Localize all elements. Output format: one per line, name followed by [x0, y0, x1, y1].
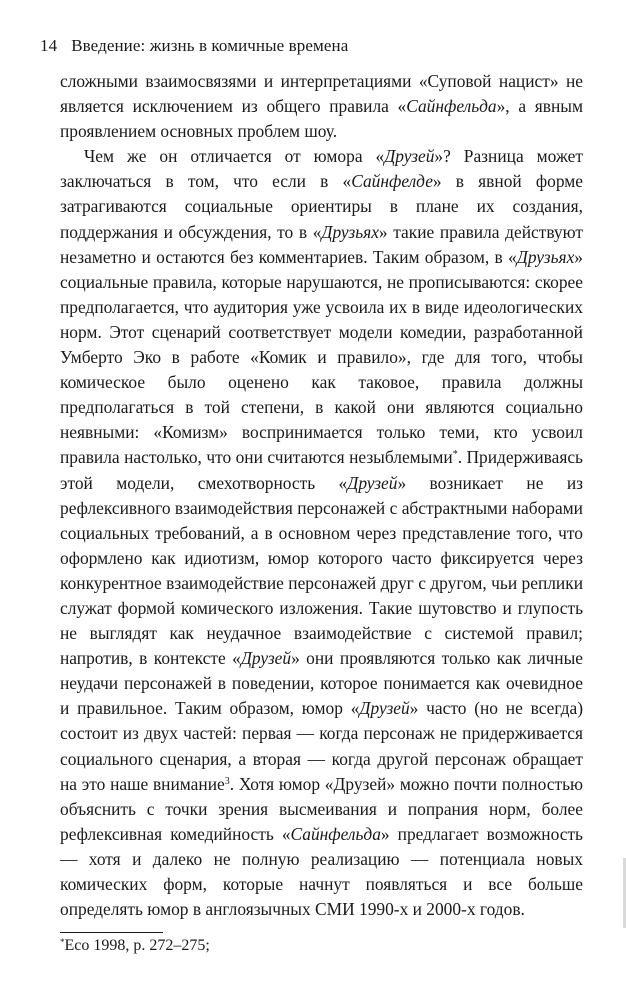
footnote-reference: 3	[224, 775, 230, 787]
paragraph	[60, 144, 583, 922]
text-run: » социальные правила, которые нарушаются, не прописываются: скорее предполагается, что аудитория уже усвоила их в виде идеологических норм. Этот сценарий соответствует модели комедии, разработанной Умберто Эко в работе «Комик и правило», где для того, чтобы комическое было оценено как таковое, правила должны предполагаться в той степени, в какой они являются социально неявными: «Комизм» воспринимается только теми, кто усвоил правила настолько, что они считаются незыблемыми	[60, 246, 583, 468]
italic-title: Друзей	[240, 648, 292, 669]
italic-title: Друзьях	[321, 221, 379, 242]
italic-title: Сайнфельда	[406, 96, 497, 117]
running-title: Введение: жизнь в комичные времена	[71, 36, 349, 55]
text-run: », а явным проявлением основных проблем шоу.	[60, 96, 583, 142]
text-run: » предлагает возможность — хотя и далеко не полную реализацию — потенциала новых комических форм, которые начнут появляться и все больше определять юмор в англоязычных СМИ 1990-х и 2000-х годов.	[60, 823, 583, 920]
italic-title: Друзей	[359, 698, 410, 719]
footnote-divider	[60, 932, 163, 933]
text-run: . Придерживаясь этой модели, смехотворность «	[60, 447, 583, 493]
text-run: » такие правила действуют незаметно и остаются без комментариев. Таким образом, в «	[60, 221, 583, 267]
footnote	[60, 936, 560, 956]
italic-title: Друзей	[384, 146, 435, 167]
italic-title: Сайнфелде	[351, 171, 433, 192]
text-run: »? Разница может заключаться в том, что если в «	[60, 146, 583, 192]
page-number: 14	[40, 36, 58, 55]
footnote-marker: *	[60, 937, 65, 947]
text-run: » они проявляются только как личные неудачи персонажей в поведении, которое понимается как очевидное и правильное. Таким образом, юмор «	[60, 648, 583, 719]
text-run: » часто (но не всегда) состоит из двух частей: первая — когда персонаж не придерживается социального сценария, а вторая — когда другой персонаж обращает на это наше внимание	[60, 698, 583, 794]
body-text	[60, 69, 583, 922]
italic-title: Друзьях	[516, 246, 575, 267]
text-run: » в явной форме затрагиваются социальные ориентиры в плане их создания, поддержания и обсуждения, то в «	[60, 171, 583, 242]
footnote-reference: *	[452, 449, 458, 461]
italic-title: Друзей	[347, 472, 398, 493]
paragraph	[60, 69, 583, 144]
text-run: Чем же он отличается от юмора «	[84, 146, 385, 167]
footnote-text: Eco 1998, p. 272–275;	[64, 937, 210, 954]
running-header	[40, 36, 348, 56]
text-run: » возникает не из рефлексивного взаимодействия персонажей с абстрактными наборами социальных требований, а в основном через представление того, что оформлено как идиотизм, юмор которого часто фиксируется через конкурентное взаимодействие персонажей друг с другом, чьи реплики служат формой комического изложения. Такие шутовство и глупость не выглядят как неудачное взаимодействие с системой правил; напротив, в контексте «	[60, 472, 583, 669]
text-run: . Хотя юмор «Друзей» можно почти полностью объяснить с точки зрения высмеивания и попрания норм, более рефлексивная комедийность «	[60, 773, 583, 844]
italic-title: Сайнфельда	[290, 823, 381, 844]
text-run: сложными взаимосвязями и интерпретациями «Суповой нацист» не является исключением из общего правила «	[60, 71, 583, 117]
